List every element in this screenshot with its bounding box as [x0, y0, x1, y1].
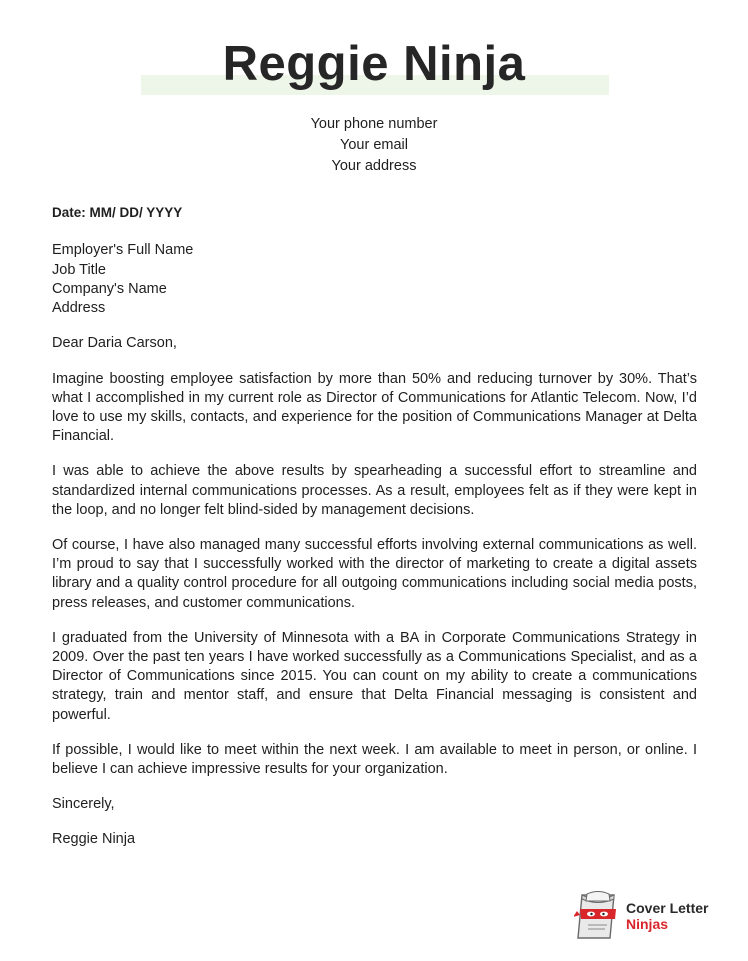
applicant-name: Reggie Ninja — [222, 37, 526, 91]
contact-block — [0, 114, 748, 177]
paragraph-4: I graduated from the University of Minnesota with a BA in Corporate Communications Strategy in 2009. Over the past ten years I have worked successfully as a Communications Specialist, and as a Director of Communications since 2015. You can count on my ability to create a communications strategy, train and mentor staff, and ensure that Delta Financial messaging is consistent and powerful. — [52, 629, 697, 723]
letter-date: Date: MM/ DD/ YYYY — [52, 205, 183, 220]
employer-full-name: Employer's Full Name — [52, 242, 194, 259]
cover-letter-ninjas-logo — [574, 891, 724, 939]
contact-email: Your email — [340, 137, 408, 153]
employer-job-title: Job Title — [52, 261, 106, 278]
ninja-mascot-icon — [574, 891, 618, 939]
paragraph-2: I was able to achieve the above results by spearheading a successful effort to streamline and standardized internal communications processes. As a result, employees felt as if they were kept in the loop, and no longer felt blind-sided by management decisions. — [52, 463, 697, 518]
salutation: Dear Daria Carson, — [52, 335, 177, 352]
signature: Reggie Ninja — [52, 831, 136, 848]
employer-company: Company's Name — [52, 280, 167, 297]
contact-phone: Your phone number — [310, 116, 438, 132]
logo-line-2: Ninjas — [626, 916, 669, 932]
closing: Sincerely, — [52, 796, 115, 813]
paragraph-1: Imagine boosting employee satisfaction by more than 50% and reducing turnover by 30%. That’s what I accomplished in my current role as Director of Communications for Atlantic Telecom. Now, I’d love to use my skills, contacts, and experience for the position of Communications Manager at Delta Financial. — [52, 370, 697, 445]
letter-body — [52, 203, 697, 850]
paragraph-3: Of course, I have also managed many successful efforts involving external communications as well. I’m proud to say that I successfully worked with the director of marketing to create a digital assets library and a quality control procedure for all outgoing communications including social media posts, press releases, and customer communications. — [52, 537, 697, 611]
employer-block — [52, 241, 697, 318]
employer-address: Address — [52, 300, 106, 317]
logo-line-1: Cover Letter — [626, 900, 709, 916]
paragraph-5: If possible, I would like to meet within the next week. I am available to meet in person, or online. I believe I can achieve impressive results for your organization. — [52, 741, 697, 778]
logo-wordmark — [626, 900, 708, 932]
contact-address: Your address — [331, 158, 417, 174]
